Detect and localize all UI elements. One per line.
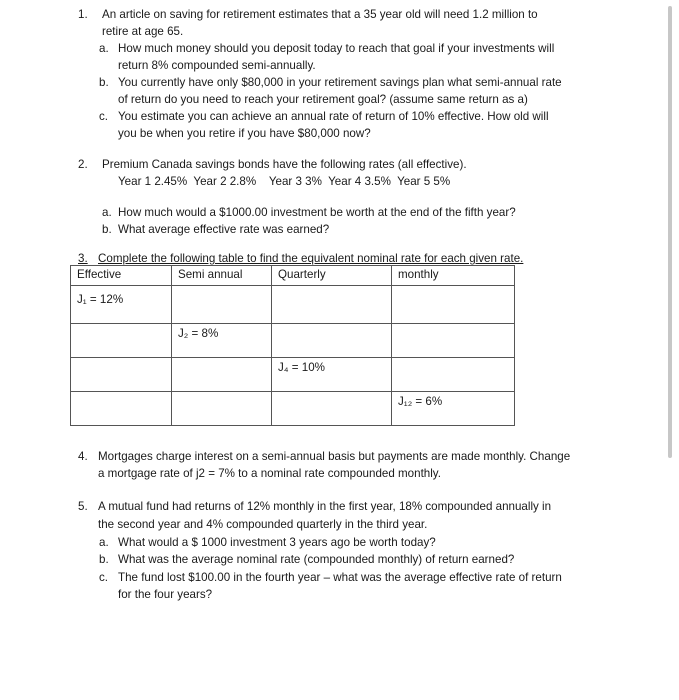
subquestion-text: How much money should you deposit today to reach that goal if your investments will — [118, 42, 555, 55]
question-number: 3. — [78, 252, 88, 265]
subquestion-text: of return do you need to reach your retirement goal? (assume same return as a) — [118, 93, 528, 106]
question-number: 4. — [78, 450, 88, 463]
table-cell — [172, 358, 272, 392]
header-monthly: monthly — [392, 266, 515, 286]
rate-table — [70, 265, 515, 426]
header-quarterly: Quarterly — [272, 266, 392, 286]
question-text: A mutual fund had returns of 12% monthly in the first year, 18% compounded annually in — [98, 500, 552, 513]
question-number: 1. — [78, 8, 88, 21]
subquestion-label: b. — [102, 223, 112, 236]
subquestion-label: b. — [99, 76, 109, 89]
question-text: the second year and 4% compounded quarterly in the third year. — [98, 518, 428, 531]
subquestion-text: for the four years? — [118, 588, 213, 601]
table-row — [71, 392, 515, 426]
table-cell — [392, 324, 515, 358]
question-text: An article on saving for retirement estimates that a 35 year old will need 1.2 million to — [102, 8, 538, 21]
subquestion-text: You currently have only $80,000 in your retirement savings plan what semi-annual rate — [118, 76, 562, 89]
subquestion-text: What would a $ 1000 investment 3 years ago be worth today? — [118, 536, 436, 549]
table-row — [71, 286, 515, 324]
table-cell — [392, 358, 515, 392]
table-row — [71, 324, 515, 358]
subquestion-label: c. — [99, 110, 109, 123]
table-cell — [172, 392, 272, 426]
header-semi-annual: Semi annual — [172, 266, 272, 286]
question-text: retire at age 65. — [102, 25, 184, 38]
table-cell — [71, 392, 172, 426]
subquestion-text: you be when you retire if you have $80,000 now? — [118, 127, 371, 140]
table-cell — [272, 324, 392, 358]
subquestion-label: c. — [99, 571, 109, 584]
table-cell — [392, 286, 515, 324]
header-effective: Effective — [71, 266, 172, 286]
table-row — [71, 358, 515, 392]
table-cell: J₂ = 8% — [172, 324, 272, 358]
table-cell: J₁₂ = 6% — [392, 392, 515, 426]
table-cell — [172, 286, 272, 324]
table-cell — [272, 392, 392, 426]
table-cell — [71, 358, 172, 392]
subquestion-text: The fund lost $100.00 in the fourth year – what was the average effective rate of return — [118, 571, 562, 584]
subquestion-label: b. — [99, 553, 109, 566]
table-header-row — [71, 266, 515, 286]
subquestion-label: a. — [102, 206, 112, 219]
subquestion-text: What was the average nominal rate (compounded monthly) of return earned? — [118, 553, 515, 566]
question-number: 5. — [78, 500, 88, 513]
subquestion-text: How much would a $1000.00 investment be worth at the end of the fifth year? — [118, 206, 516, 219]
question-text: a mortgage rate of j2 = 7% to a nominal rate compounded monthly. — [98, 467, 441, 480]
table-cell — [272, 286, 392, 324]
table-cell — [71, 324, 172, 358]
question-text: Complete the following table to find the equivalent nominal rate for each given rate. — [98, 252, 524, 265]
table-cell: J₁ = 12% — [71, 286, 172, 324]
question-text: Mortgages charge interest on a semi-annual basis but payments are made monthly. Change — [98, 450, 571, 463]
question-number: 2. — [78, 158, 88, 171]
bond-rates: Year 1 2.45% Year 2 2.8% Year 3 3% Year 4 3.5% Year 5 5% — [118, 175, 451, 188]
scrollbar-thumb[interactable] — [668, 6, 672, 458]
subquestion-text: You estimate you can achieve an annual rate of return of 10% effective. How old will — [118, 110, 549, 123]
table-cell: J₄ = 10% — [272, 358, 392, 392]
subquestion-label: a. — [99, 536, 109, 549]
subquestion-label: a. — [99, 42, 109, 55]
subquestion-text: What average effective rate was earned? — [118, 223, 330, 236]
question-text: Premium Canada savings bonds have the following rates (all effective). — [102, 158, 467, 171]
subquestion-text: return 8% compounded semi-annually. — [118, 59, 316, 72]
